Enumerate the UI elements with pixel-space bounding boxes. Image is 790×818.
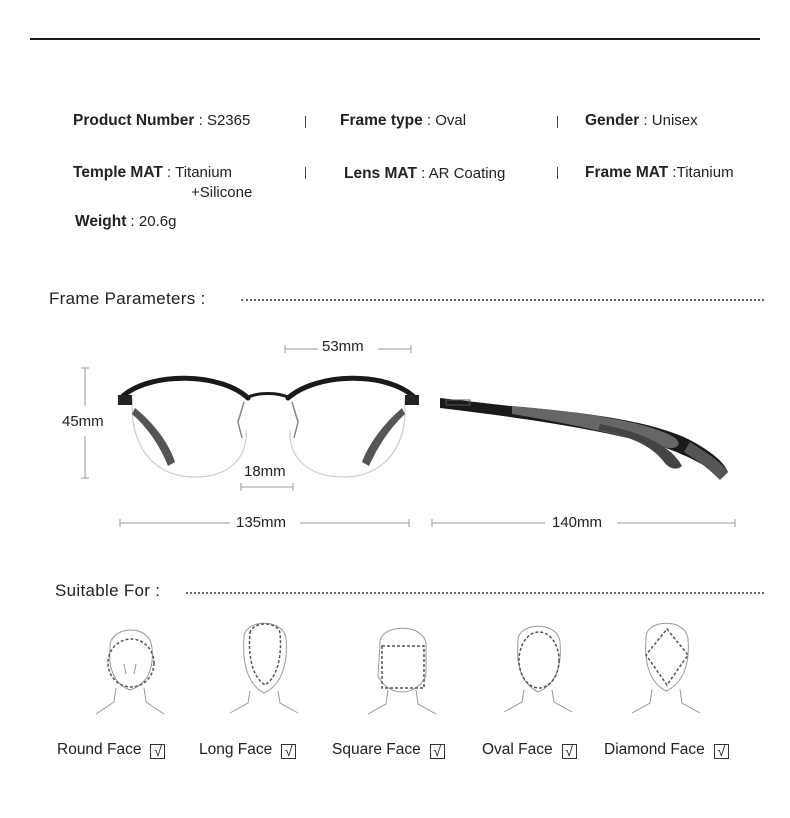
spec-frame-mat: Frame MAT :Titanium: [585, 164, 734, 181]
spec-product-number: Product Number : S2365: [73, 112, 251, 129]
spec-temple-mat-line2: +Silicone: [191, 184, 253, 201]
face-label-oval: Oval Face √: [482, 741, 577, 759]
frame-width-label: 135mm: [236, 514, 287, 531]
spec-separator: [557, 167, 558, 179]
spec-separator: [305, 116, 306, 128]
round-face-icon: [88, 618, 172, 718]
checkbox-icon: √: [430, 744, 445, 759]
face-label-square: Square Face √: [332, 741, 445, 759]
oval-face-icon: [496, 616, 580, 716]
frame-parameters-heading: Frame Parameters :: [49, 289, 206, 308]
lens-width-label: 53mm: [322, 338, 364, 355]
spec-temple-mat: Temple MAT : Titanium: [73, 164, 233, 181]
suitable-for-heading: Suitable For :: [55, 581, 161, 600]
face-label-round: Round Face √: [57, 741, 165, 759]
diamond-face-icon: [624, 615, 708, 715]
dotted-divider: [186, 592, 764, 594]
long-face-icon: [222, 615, 306, 715]
face-label-long: Long Face √: [199, 741, 296, 759]
square-face-icon: [360, 618, 444, 718]
spec-weight: Weight : 20.6g: [75, 213, 177, 230]
checkbox-icon: √: [281, 744, 296, 759]
checkbox-icon: √: [714, 744, 729, 759]
face-label-diamond: Diamond Face √: [604, 741, 729, 759]
bridge-label: 18mm: [244, 463, 286, 480]
top-divider: [30, 38, 760, 40]
checkbox-icon: √: [150, 744, 165, 759]
checkbox-icon: √: [562, 744, 577, 759]
spec-frame-type: Frame type : Oval: [340, 112, 467, 129]
dotted-divider: [241, 299, 764, 301]
spec-lens-mat: Lens MAT : AR Coating: [344, 165, 506, 182]
temple-length-label: 140mm: [552, 514, 603, 531]
lens-height-label: 45mm: [62, 413, 104, 430]
spec-separator: [305, 167, 306, 179]
frame-diagram: [0, 330, 790, 540]
spec-separator: [557, 116, 558, 128]
spec-gender: Gender : Unisex: [585, 112, 698, 129]
